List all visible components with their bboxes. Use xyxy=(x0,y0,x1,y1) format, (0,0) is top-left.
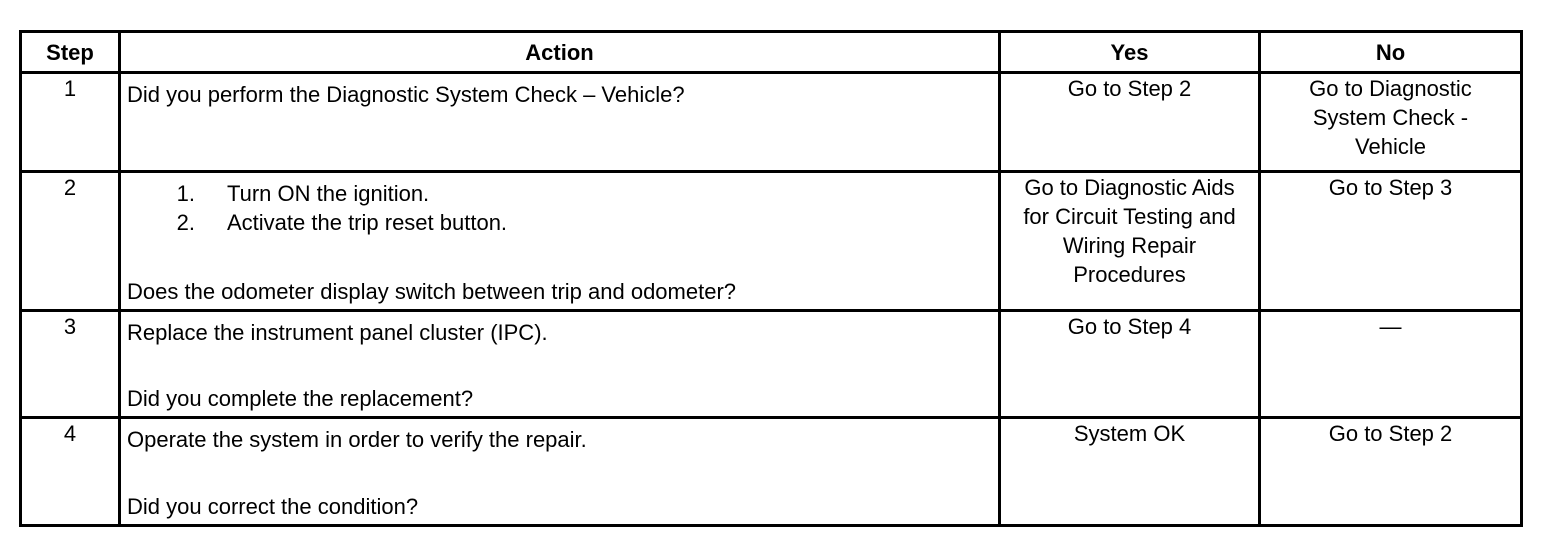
yes-text-line: Go to Diagnostic Aids xyxy=(1024,174,1235,200)
step-number: 4 xyxy=(21,418,120,526)
no-cell: Go to Step 3 xyxy=(1260,171,1522,310)
action-text: Did you perform the Diagnostic System Check – Vehicle? xyxy=(127,82,685,107)
question-text: Does the odometer display switch between trip and odometer? xyxy=(127,278,737,304)
action-cell xyxy=(120,73,1000,172)
instruction-text: Operate the system in order to verify the repair. xyxy=(127,427,587,453)
substep-text: Turn ON the ignition. xyxy=(227,180,430,206)
substep-number: 1. xyxy=(176,180,195,206)
instruction-text: Replace the instrument panel cluster (IPC). xyxy=(127,319,548,345)
yes-text-line: Wiring Repair xyxy=(1062,232,1197,258)
diagnostic-table xyxy=(19,30,1523,527)
header-step: Step xyxy=(21,32,120,73)
substep-text: Activate the trip reset button. xyxy=(227,209,508,235)
substep-number: 2. xyxy=(176,209,195,235)
action-cell xyxy=(120,171,1000,310)
no-cell xyxy=(1260,310,1522,418)
table-row xyxy=(21,171,1522,310)
step-number: 1 xyxy=(21,73,120,172)
substep-list xyxy=(127,179,992,237)
no-cell xyxy=(1260,73,1522,172)
yes-text-line: for Circuit Testing and xyxy=(1023,203,1236,229)
action-cell xyxy=(120,310,1000,418)
question-text: Did you complete the replacement? xyxy=(127,386,474,412)
no-cell: Go to Step 2 xyxy=(1260,418,1522,526)
yes-cell: Go to Step 2 xyxy=(1000,73,1260,172)
list-item xyxy=(127,179,992,208)
header-action: Action xyxy=(120,32,1000,73)
list-item xyxy=(127,208,992,237)
em-dash: — xyxy=(1379,313,1402,339)
table-row xyxy=(21,418,1522,526)
header-no: No xyxy=(1260,32,1522,73)
table-row xyxy=(21,73,1522,172)
yes-cell: Go to Step 4 xyxy=(1000,310,1260,418)
yes-text-line: Procedures xyxy=(1073,261,1186,287)
header-yes: Yes xyxy=(1000,32,1260,73)
step-number: 2 xyxy=(21,171,120,310)
yes-cell xyxy=(1000,171,1260,310)
no-text-line: Go to Diagnostic xyxy=(1309,76,1472,101)
question-text: Did you correct the condition? xyxy=(127,494,419,519)
step-number: 3 xyxy=(21,310,120,418)
header-row xyxy=(21,32,1522,73)
no-text-line: System Check - xyxy=(1312,105,1469,130)
yes-cell: System OK xyxy=(1000,418,1260,526)
table-row xyxy=(21,310,1522,418)
no-text-line: Vehicle xyxy=(1355,134,1426,159)
action-cell xyxy=(120,418,1000,526)
